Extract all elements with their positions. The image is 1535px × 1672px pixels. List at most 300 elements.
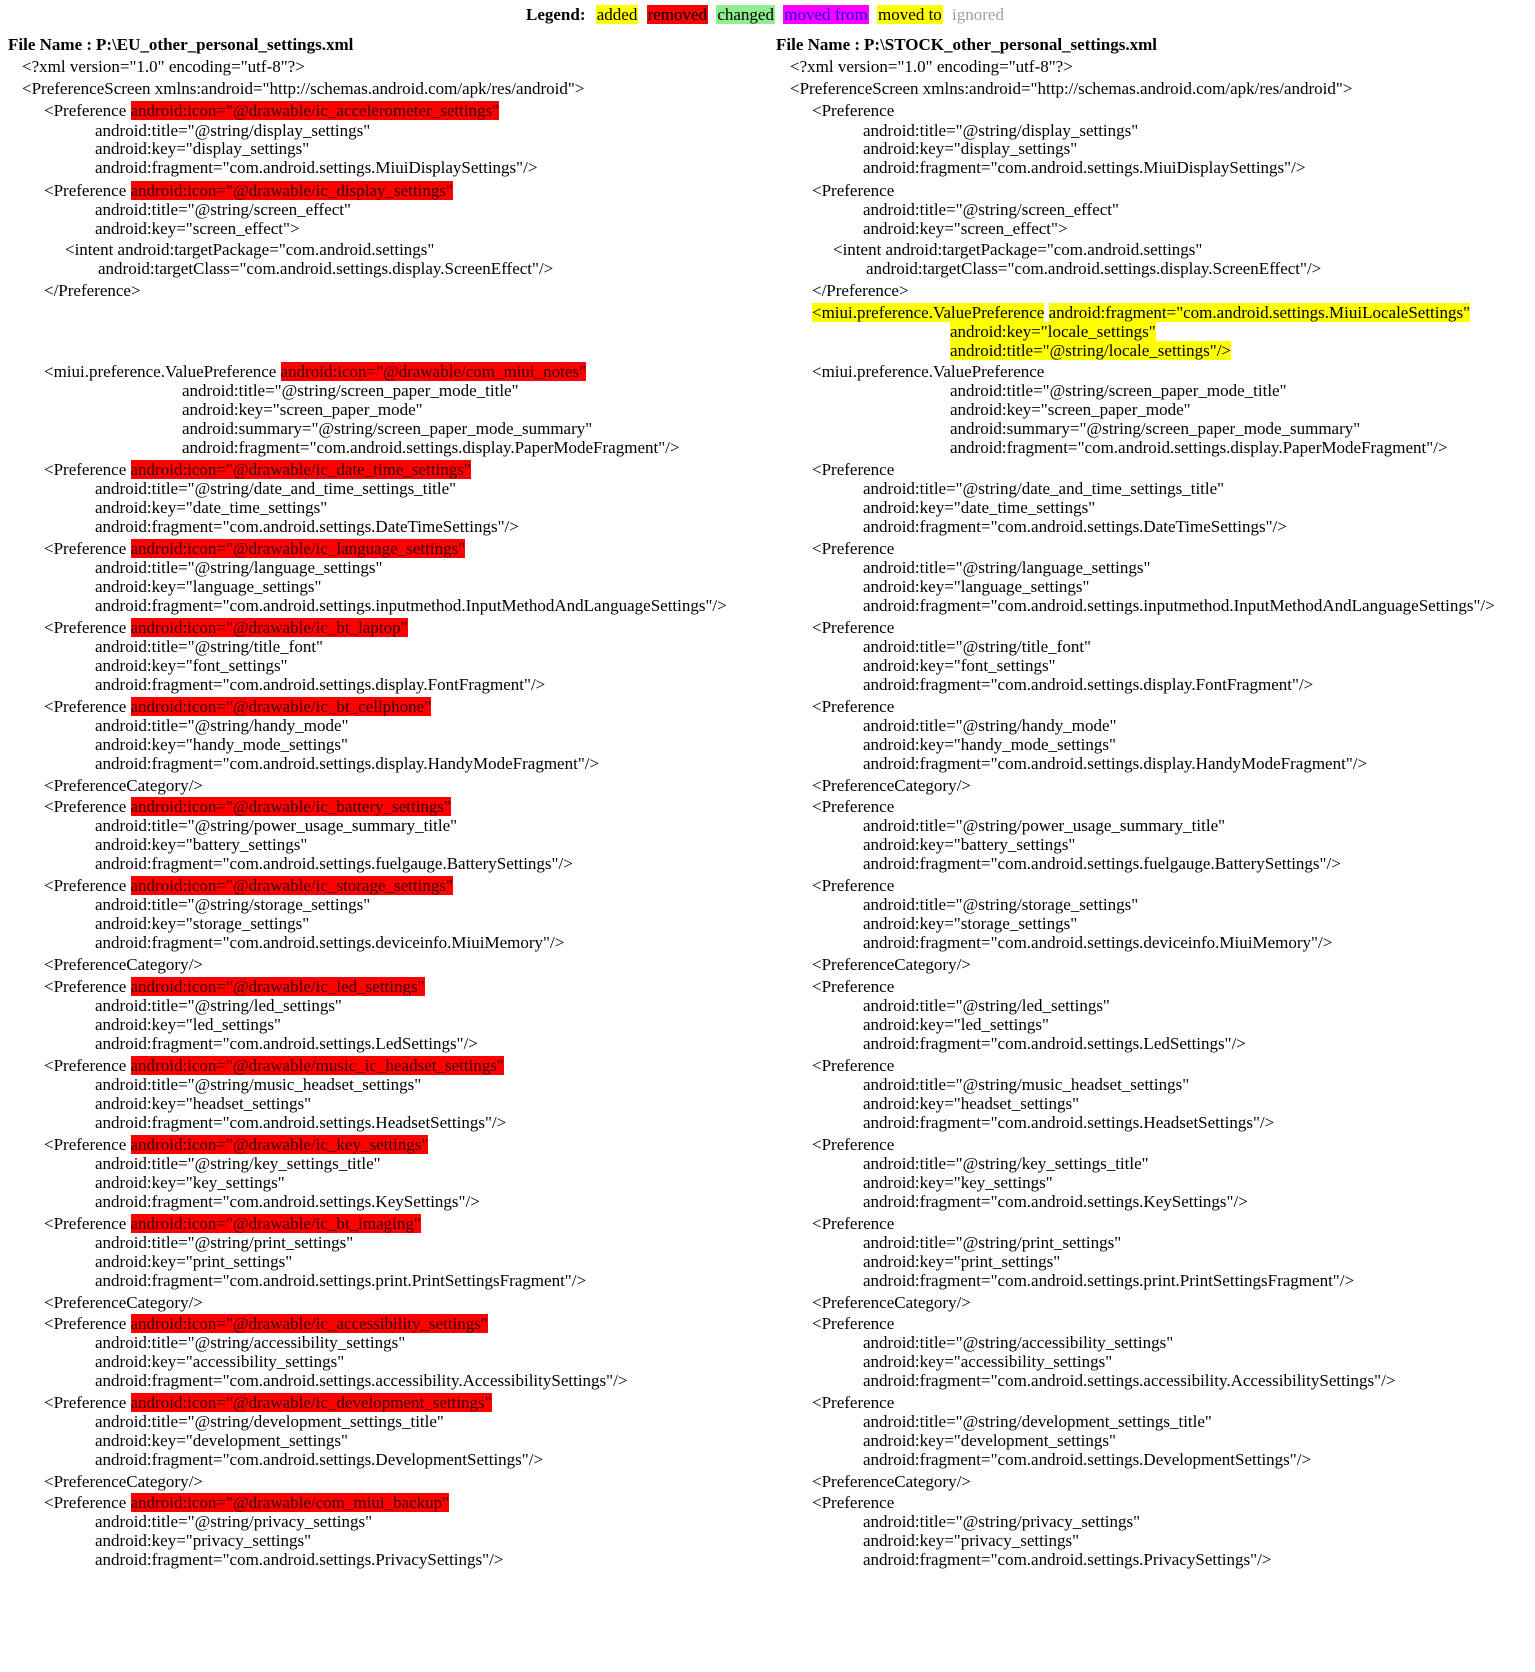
left-code-line (44, 180, 453, 201)
right-file-header (776, 34, 1535, 56)
right-code-line (812, 954, 971, 975)
code-text: android:fragment="com.android.settings.inputmethod.InputMethodAndLanguageSettings"/> (863, 596, 1495, 615)
left-code-line (44, 1471, 203, 1492)
code-text: android:title="@string/date_and_time_settings_title" (95, 479, 457, 498)
left-file-header (8, 34, 768, 56)
left-code-line (95, 753, 599, 774)
code-text: android:fragment="com.android.settings.KeySettings"/> (863, 1192, 1248, 1211)
code-text: android:key="privacy_settings" (95, 1531, 312, 1550)
left-code-line (95, 1232, 353, 1253)
code-text: android:fragment="com.android.settings.print.PrintSettingsFragment"/> (863, 1271, 1355, 1290)
left-code-line (95, 557, 382, 578)
code-text: <Preference (44, 697, 131, 716)
code-text: <Preference (44, 876, 131, 895)
code-text: <Preference (812, 697, 895, 716)
left-code-line (95, 815, 457, 836)
code-text: android:title="@string/accessibility_settings" (95, 1333, 406, 1352)
removed-highlight: android:icon="@drawable/com_miui_notes" (280, 362, 586, 381)
code-text: android:fragment="com.android.settings.PrivacySettings"/> (863, 1550, 1272, 1569)
left-code-line (95, 674, 545, 695)
right-code-line (863, 1153, 1149, 1174)
left-code-line (95, 497, 327, 518)
left-code-line (95, 995, 342, 1016)
removed-highlight: android:icon="@drawable/com_miui_backup" (130, 1493, 450, 1512)
legend-removed: removed (647, 5, 708, 24)
right-code-line (863, 1449, 1311, 1470)
code-text: android:fragment="com.android.settings.DevelopmentSettings"/> (95, 1450, 544, 1469)
code-text: android:title="@string/date_and_time_settings_title" (863, 479, 1225, 498)
code-text: android:fragment="com.android.settings.DateTimeSettings"/> (95, 517, 519, 536)
right-code-line (863, 1191, 1248, 1212)
code-text: </Preference> (44, 281, 141, 300)
removed-highlight: android:icon="@drawable/ic_bt_cellphone" (130, 697, 432, 716)
code-text: android:title="@string/screen_paper_mode_title" (182, 381, 519, 400)
right-code-line (863, 1370, 1395, 1391)
right-code-line (863, 1251, 1060, 1272)
code-text: android:title="@string/music_headset_settings" (95, 1075, 422, 1094)
code-text: android:title="@string/led_settings" (95, 996, 342, 1015)
code-text: <Preference (812, 539, 895, 558)
left-code-line (22, 78, 584, 99)
right-code-line (863, 932, 1332, 953)
code-text: android:fragment="com.android.settings.deviceinfo.MiuiMemory"/> (95, 933, 565, 952)
legend (0, 4, 1535, 26)
code-text: <Preference (44, 1135, 131, 1154)
right-code-line (863, 1270, 1354, 1291)
right-code-line (863, 734, 1116, 755)
code-text: android:summary="@string/screen_paper_mode_summary" (950, 419, 1361, 438)
left-code-line (182, 418, 592, 439)
code-text: android:fragment="com.android.settings.KeySettings"/> (95, 1192, 480, 1211)
code-text: android:key="date_time_settings" (863, 498, 1096, 517)
right-code-line (863, 1014, 1049, 1035)
code-text: <Preference (812, 460, 895, 479)
code-text: android:title="@string/screen_effect" (95, 200, 351, 219)
code-text: android:title="@string/storage_settings" (863, 895, 1139, 914)
left-code-line (95, 1351, 344, 1372)
left-code-line (44, 954, 203, 975)
right-code-line (863, 1332, 1173, 1353)
left-code-line (95, 932, 564, 953)
left-code-line (44, 361, 586, 382)
removed-highlight: android:icon="@drawable/ic_battery_settings" (130, 797, 451, 816)
right-code-line (863, 636, 1091, 657)
right-code-line (812, 1134, 894, 1155)
code-text: android:key="headset_settings" (863, 1094, 1080, 1113)
right-code-line (812, 1313, 894, 1334)
code-text: <Preference (44, 1056, 131, 1075)
removed-highlight: android:icon="@drawable/music_ic_headset_settings" (130, 1056, 504, 1075)
left-code-line (95, 199, 351, 220)
code-text: android:fragment="com.android.settings.print.PrintSettingsFragment"/> (95, 1271, 587, 1290)
code-text: android:fragment="com.android.settings.inputmethod.InputMethodAndLanguageSettings"/> (95, 596, 727, 615)
left-code-line (44, 1055, 504, 1076)
left-code-line (44, 1213, 421, 1234)
code-text: android:fragment="com.android.settings.LedSettings"/> (863, 1034, 1246, 1053)
left-code-line (95, 1112, 506, 1133)
code-text: <Preference (812, 1314, 895, 1333)
left-code-line (95, 1449, 543, 1470)
left-code-line (95, 1033, 478, 1054)
code-text: <Preference (44, 1493, 131, 1512)
code-text: <PreferenceCategory/> (812, 776, 971, 795)
right-code-line (863, 1074, 1189, 1095)
right-code-line (812, 1292, 971, 1313)
code-text: android:title="@string/key_settings_title" (95, 1154, 381, 1173)
code-text: android:key="key_settings" (863, 1173, 1053, 1192)
removed-highlight: android:icon="@drawable/ic_development_settings" (130, 1393, 492, 1412)
code-text: android:fragment="com.android.settings.display.FontFragment"/> (863, 675, 1314, 694)
left-code-line (44, 976, 425, 997)
left-code-line (44, 875, 453, 896)
code-text: android:title="@string/power_usage_summary_title" (95, 816, 458, 835)
code-text: android:key="font_settings" (95, 656, 288, 675)
code-text: <PreferenceCategory/> (812, 955, 971, 974)
left-code-line (44, 696, 431, 717)
code-text: android:title="@string/language_settings" (863, 558, 1151, 577)
right-code-line (812, 538, 894, 559)
code-text: android:key="display_settings" (863, 139, 1078, 158)
code-text: android:title="@string/music_headset_settings" (863, 1075, 1190, 1094)
code-text: android:key="screen_effect"> (863, 219, 1068, 238)
left-code-line (95, 576, 321, 597)
code-text: android:key="storage_settings" (95, 914, 310, 933)
right-code-line (863, 138, 1077, 159)
right-code-line (863, 1411, 1212, 1432)
right-code-line (863, 1172, 1053, 1193)
legend-moved-to: moved to (878, 5, 942, 24)
right-code-line (812, 617, 894, 638)
right-code-line (863, 1430, 1116, 1451)
code-text: android:key="language_settings" (95, 577, 322, 596)
code-text: android:title="@string/handy_mode" (95, 716, 349, 735)
left-code-line (95, 1014, 281, 1035)
code-text: android:title="@string/led_settings" (863, 996, 1110, 1015)
code-text: <Preference (44, 101, 131, 120)
code-text: <PreferenceCategory/> (44, 1472, 203, 1491)
right-code-line (812, 459, 894, 480)
right-code-line (812, 302, 1470, 323)
code-text: <Preference (44, 181, 131, 200)
code-text: <PreferenceScreen xmlns:android="http://schemas.android.com/apk/res/android"> (790, 79, 1353, 98)
right-code-line (863, 674, 1313, 695)
code-text: <Preference (812, 1056, 895, 1075)
right-code-line (812, 100, 894, 121)
right-code-line (863, 1232, 1121, 1253)
right-code-line (863, 595, 1495, 616)
code-text: android:key="print_settings" (863, 1252, 1061, 1271)
code-text: android:title="@string/power_usage_summary_title" (863, 816, 1226, 835)
code-text: android:fragment="com.android.settings.MiuiDisplaySettings"/> (863, 158, 1306, 177)
code-text: <PreferenceCategory/> (812, 1472, 971, 1491)
right-code-line (863, 557, 1150, 578)
code-text: <Preference (812, 977, 895, 996)
left-code-line (95, 157, 537, 178)
code-text: android:key="led_settings" (95, 1015, 281, 1034)
right-code-line (863, 815, 1225, 836)
left-code-line (95, 913, 309, 934)
left-code-line (95, 655, 288, 676)
code-text: android:key="handy_mode_settings" (95, 735, 348, 754)
code-text: <Preference (44, 539, 131, 558)
left-code-line (95, 1153, 381, 1174)
code-text: <PreferenceCategory/> (812, 1293, 971, 1312)
right-code-line (863, 516, 1287, 537)
code-text: android:key="date_time_settings" (95, 498, 328, 517)
left-code-line (95, 1251, 292, 1272)
code-text: android:title="@string/print_settings" (95, 1233, 354, 1252)
code-text: android:title="@string/privacy_settings" (95, 1512, 373, 1531)
code-text: android:key="accessibility_settings" (95, 1352, 345, 1371)
right-code-line (812, 1471, 971, 1492)
code-text: android:summary="@string/screen_paper_mode_summary" (182, 419, 593, 438)
left-code-line (44, 1292, 203, 1313)
left-code-line (95, 1270, 586, 1291)
left-code-line (95, 218, 300, 239)
right-code-line (950, 340, 1231, 361)
code-text: <PreferenceCategory/> (44, 955, 203, 974)
left-code-line (95, 853, 573, 874)
code-text: android:fragment="com.android.settings.display.HandyModeFragment"/> (95, 754, 600, 773)
left-code-line (44, 775, 203, 796)
legend-ignored: ignored (952, 5, 1004, 24)
code-text: <Preference (44, 618, 131, 637)
right-code-line (812, 1492, 894, 1513)
removed-highlight: android:icon="@drawable/ic_date_time_settings" (130, 460, 471, 479)
code-text: <Preference (44, 797, 131, 816)
code-text: android:fragment="com.android.settings.PrivacySettings"/> (95, 1550, 504, 1569)
right-file-pane (776, 34, 1535, 1569)
left-code-line (95, 894, 370, 915)
code-text: </Preference> (812, 281, 909, 300)
right-code-line (863, 1093, 1079, 1114)
left-code-line (95, 734, 348, 755)
legend-moved-from: moved from (784, 5, 868, 24)
right-code-line (812, 696, 894, 717)
code-text: android:title="@string/display_settings" (95, 121, 371, 140)
code-text: android:key="font_settings" (863, 656, 1056, 675)
code-text: <miui.preference.ValuePreference (44, 362, 281, 381)
right-code-line (863, 218, 1068, 239)
right-code-line (863, 199, 1119, 220)
added-highlight: android:title="@string/locale_settings"/> (950, 341, 1231, 360)
code-text: <intent android:targetPackage="com.android.settings" (833, 240, 1203, 259)
code-text: android:title="@string/key_settings_title" (863, 1154, 1149, 1173)
right-code-line (950, 418, 1360, 439)
right-code-line (812, 1055, 894, 1076)
code-text: android:key="screen_paper_mode" (182, 400, 423, 419)
right-code-line (863, 715, 1116, 736)
removed-highlight: android:icon="@drawable/ic_storage_settings" (130, 876, 453, 895)
left-code-line (95, 715, 348, 736)
code-text: android:title="@string/handy_mode" (863, 716, 1117, 735)
code-text: android:key="print_settings" (95, 1252, 293, 1271)
left-code-line (44, 1134, 428, 1155)
right-code-line (950, 380, 1287, 401)
code-text: android:targetClass="com.android.settings.display.ScreenEffect"/> (98, 259, 554, 278)
code-text: android:fragment="com.android.settings.deviceinfo.MiuiMemory"/> (863, 933, 1333, 952)
left-code-line (98, 258, 553, 279)
left-code-line (44, 538, 465, 559)
code-text: android:fragment="com.android.settings.display.FontFragment"/> (95, 675, 546, 694)
right-code-line (863, 655, 1056, 676)
code-text: android:fragment="com.android.settings.display.PaperModeFragment"/> (950, 438, 1448, 457)
left-code-line (95, 516, 519, 537)
left-code-line (44, 1392, 492, 1413)
right-code-line (950, 399, 1191, 420)
code-text: <Preference (812, 101, 895, 120)
code-text: <?xml version="1.0" encoding="utf-8"?> (790, 57, 1073, 76)
legend-changed: changed (717, 5, 774, 24)
left-file-label: File Name : (8, 35, 93, 54)
code-text: android:title="@string/screen_paper_mode_title" (950, 381, 1287, 400)
right-code-line (812, 280, 909, 301)
right-code-line (863, 913, 1077, 934)
code-text: android:fragment="com.android.settings.accessibility.AccessibilitySettings"/> (95, 1371, 628, 1390)
right-code-line (812, 875, 894, 896)
code-text: android:title="@string/title_font" (863, 637, 1091, 656)
left-code-line (22, 56, 305, 77)
left-code-line (95, 1411, 444, 1432)
left-code-line (95, 1332, 405, 1353)
code-text: android:targetClass="com.android.settings.display.ScreenEffect"/> (866, 259, 1322, 278)
code-text: android:key="privacy_settings" (863, 1531, 1080, 1550)
removed-highlight: android:icon="@drawable/ic_bt_imaging" (130, 1214, 421, 1233)
right-code-line (863, 497, 1095, 518)
right-code-line (863, 576, 1089, 597)
left-code-line (44, 459, 471, 480)
code-text: android:key="development_settings" (863, 1431, 1116, 1450)
code-text: android:key="battery_settings" (863, 835, 1076, 854)
code-text: android:key="language_settings" (863, 577, 1090, 596)
right-code-line (863, 1112, 1274, 1133)
code-text: android:fragment="com.android.settings.display.PaperModeFragment"/> (182, 438, 680, 457)
code-text: <Preference (812, 876, 895, 895)
right-code-line (863, 995, 1110, 1016)
code-text: <Preference (44, 1214, 131, 1233)
right-code-line (863, 753, 1367, 774)
legend-added: added (596, 5, 638, 24)
code-text: android:key="development_settings" (95, 1431, 348, 1450)
right-code-line (790, 56, 1073, 77)
code-text: android:key="headset_settings" (95, 1094, 312, 1113)
code-text: android:key="battery_settings" (95, 835, 308, 854)
removed-highlight: android:icon="@drawable/ic_accessibility_settings" (130, 1314, 488, 1333)
code-text: android:title="@string/development_settings_title" (95, 1412, 444, 1431)
removed-highlight: android:icon="@drawable/ic_led_settings" (130, 977, 425, 996)
left-code-line (44, 100, 499, 121)
left-code-line (95, 138, 309, 159)
left-code-line (95, 834, 307, 855)
right-code-line (863, 834, 1075, 855)
code-text: android:fragment="com.android.settings.LedSettings"/> (95, 1034, 478, 1053)
left-code-line (95, 1074, 421, 1095)
code-text: <intent android:targetPackage="com.android.settings" (65, 240, 435, 259)
left-code-line (95, 1430, 348, 1451)
right-code-line (812, 180, 894, 201)
left-file-pane (8, 34, 768, 1569)
code-text: android:key="storage_settings" (863, 914, 1078, 933)
right-file-label: File Name : (776, 35, 861, 54)
code-text: <Preference (44, 1314, 131, 1333)
right-code-line (863, 157, 1305, 178)
right-code-line (863, 1511, 1140, 1532)
code-text: <Preference (44, 977, 131, 996)
code-text: android:key="handy_mode_settings" (863, 735, 1116, 754)
left-code-line (95, 1549, 503, 1570)
left-file-path: P:\EU_other_personal_settings.xml (96, 35, 354, 54)
right-code-line (863, 853, 1341, 874)
code-text: <?xml version="1.0" encoding="utf-8"?> (22, 57, 305, 76)
right-code-line (833, 239, 1202, 260)
left-code-line (95, 1370, 627, 1391)
removed-highlight: android:icon="@drawable/ic_language_settings" (130, 539, 466, 558)
code-text: android:fragment="com.android.settings.fuelgauge.BatterySettings"/> (95, 854, 573, 873)
code-text: android:fragment="com.android.settings.display.HandyModeFragment"/> (863, 754, 1368, 773)
code-text: <Preference (812, 1493, 895, 1512)
code-text: android:key="led_settings" (863, 1015, 1049, 1034)
right-code-line (812, 361, 1044, 382)
left-code-line (95, 1530, 311, 1551)
added-highlight: <miui.preference.ValuePreference (812, 303, 1045, 322)
code-text: android:key="screen_paper_mode" (950, 400, 1191, 419)
left-code-line (44, 280, 141, 301)
left-code-line (65, 239, 434, 260)
code-text: android:title="@string/display_settings" (863, 121, 1139, 140)
right-code-line (863, 1351, 1112, 1372)
code-text: <Preference (812, 797, 895, 816)
code-text: android:title="@string/title_font" (95, 637, 323, 656)
removed-highlight: android:icon="@drawable/ic_display_settings" (130, 181, 453, 200)
right-code-line (812, 775, 971, 796)
code-text: <PreferenceScreen xmlns:android="http://schemas.android.com/apk/res/android"> (22, 79, 585, 98)
left-code-line (44, 1492, 449, 1513)
removed-highlight: android:icon="@drawable/ic_key_settings" (130, 1135, 429, 1154)
left-code-line (95, 636, 323, 657)
code-text: <Preference (812, 1135, 895, 1154)
left-code-line (44, 617, 408, 638)
code-text: android:key="display_settings" (95, 139, 310, 158)
code-text: <miui.preference.ValuePreference (812, 362, 1045, 381)
left-code-line (95, 1093, 311, 1114)
code-text: android:title="@string/language_settings" (95, 558, 383, 577)
left-code-line (182, 380, 519, 401)
left-code-line (95, 478, 456, 499)
code-text: android:title="@string/accessibility_settings" (863, 1333, 1174, 1352)
removed-highlight: android:icon="@drawable/ic_bt_laptop" (130, 618, 408, 637)
code-text: <Preference (812, 181, 895, 200)
left-code-line (95, 1191, 480, 1212)
code-text: android:title="@string/storage_settings" (95, 895, 371, 914)
code-text: android:fragment="com.android.settings.MiuiDisplaySettings"/> (95, 158, 538, 177)
right-code-line (812, 1392, 894, 1413)
code-text: <Preference (44, 460, 131, 479)
code-text: android:title="@string/privacy_settings" (863, 1512, 1141, 1531)
left-code-line (182, 399, 423, 420)
code-text: android:fragment="com.android.settings.HeadsetSettings"/> (863, 1113, 1275, 1132)
code-text: <Preference (44, 1393, 131, 1412)
code-text: <PreferenceCategory/> (44, 776, 203, 795)
right-code-line (812, 796, 894, 817)
code-text: android:fragment="com.android.settings.DateTimeSettings"/> (863, 517, 1287, 536)
added-highlight: android:key="locale_settings" (950, 322, 1156, 341)
right-code-line (863, 478, 1224, 499)
right-code-line (863, 1033, 1246, 1054)
right-file-path: P:\STOCK_other_personal_settings.xml (864, 35, 1157, 54)
code-text: android:title="@string/print_settings" (863, 1233, 1122, 1252)
left-code-line (95, 1172, 285, 1193)
right-code-line (950, 321, 1156, 342)
